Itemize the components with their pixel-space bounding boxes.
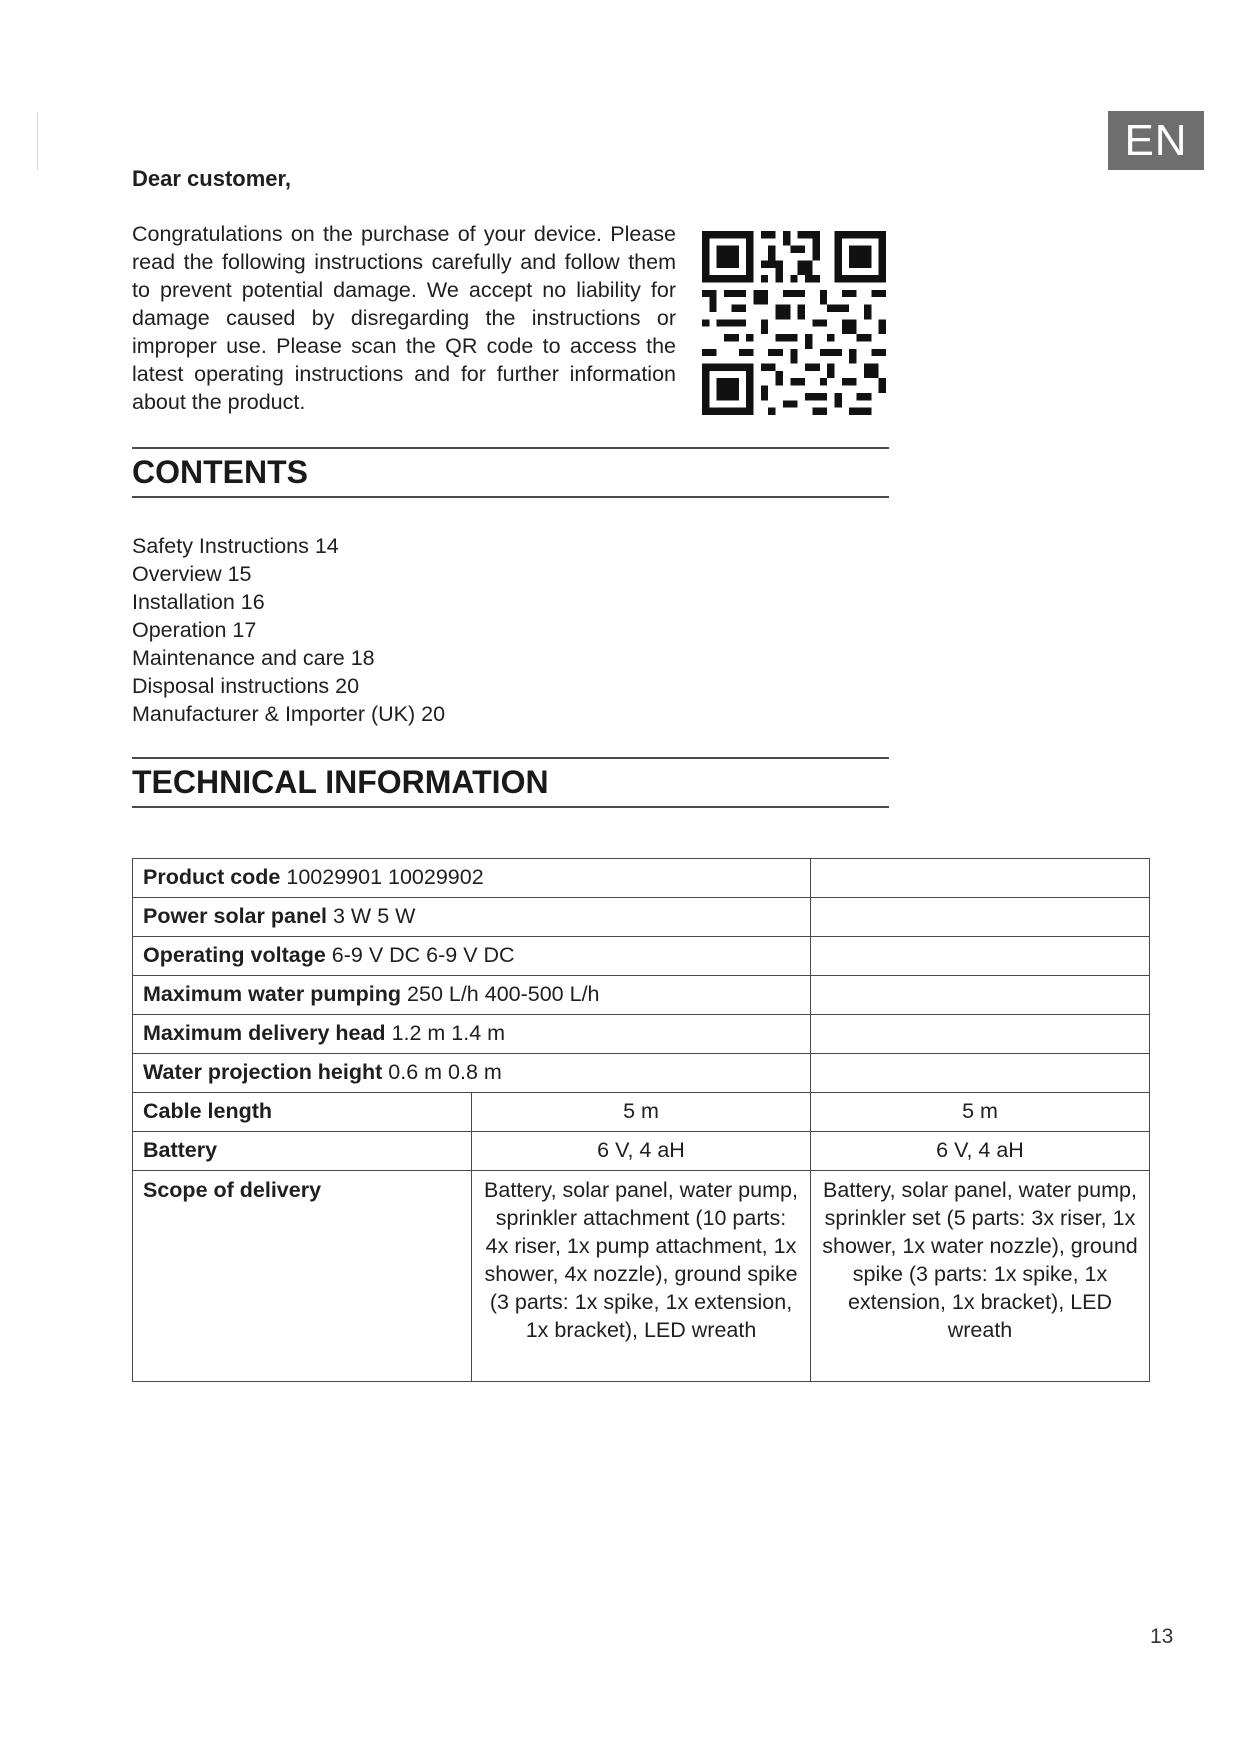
table-row [133,1132,1150,1171]
row-label: Operating voltage [143,943,326,967]
table-cell [811,1054,1150,1093]
row-value-model-2: 6 V, 4 aH [811,1132,1150,1171]
row-value: 3 W 5 W [333,904,416,928]
row-value: 250 L/h 400-500 L/h [407,982,600,1006]
table-cell [811,898,1150,937]
table-cell [133,859,811,898]
row-label: Water projection height [143,1060,383,1084]
intro-paragraph: Congratulations on the purchase of your device. Please read the following instructions carefully and follow them to prevent potential damage. We accept no liability for damage caused by disregarding the instructions or improper use. Please scan the QR code to access the latest operating instructions and for further information about the product. [132,222,676,414]
table-row [133,859,1150,898]
table-cell [133,1054,811,1093]
table-row [133,1015,1150,1054]
technical-info-table [132,858,1150,1382]
contents-list [132,532,445,728]
row-label: Maximum delivery head [143,1021,386,1045]
row-value: 10029901 10029902 [286,865,484,889]
table-cell [133,937,811,976]
contents-item[interactable]: Installation 16 [132,590,265,614]
row-value: 0.6 m 0.8 m [388,1060,502,1084]
row-label: Product code [143,865,281,889]
row-label: Maximum water pumping [143,982,402,1006]
table-cell [811,859,1150,898]
row-value-model-2: Battery, solar panel, water pump, sprinkler set (5 parts: 3x riser, 1x shower, 1x water nozzle), ground spike (3 parts: 1x spike, 1x extension, 1x bracket), LED wreath [811,1171,1150,1382]
greeting: Dear customer, [132,166,291,191]
margin-rule [37,112,38,170]
table-row [133,898,1150,937]
row-value: 6-9 V DC 6-9 V DC [331,943,515,967]
qr-code[interactable] [702,231,886,415]
contents-item[interactable]: Operation 17 [132,618,257,642]
row-value-model-1: 6 V, 4 aH [472,1132,811,1171]
technical-info-title: TECHNICAL INFORMATION [132,764,549,800]
contents-item[interactable]: Maintenance and care 18 [132,646,375,670]
row-label: Cable length [133,1093,472,1132]
table-cell [811,976,1150,1015]
contents-item[interactable]: Overview 15 [132,562,252,586]
table-cell [133,898,811,937]
table-row [133,937,1150,976]
contents-item[interactable]: Safety Instructions 14 [132,534,339,558]
table-cell [811,937,1150,976]
row-label: Power solar panel [143,904,328,928]
page-number: 13 [1150,1625,1174,1648]
table-cell [133,976,811,1015]
row-label: Battery [133,1132,472,1171]
table-row [133,1054,1150,1093]
table-row [133,1171,1150,1382]
table-cell [811,1015,1150,1054]
contents-item[interactable]: Manufacturer & Importer (UK) 20 [132,702,446,726]
table-row [133,1093,1150,1132]
row-value: 1.2 m 1.4 m [391,1021,506,1045]
row-value-model-2: 5 m [811,1093,1150,1132]
row-label: Scope of delivery [133,1171,472,1382]
row-value-model-1: 5 m [472,1093,811,1132]
technical-info-header [132,757,889,808]
row-value-model-1: Battery, solar panel, water pump, sprinkler attachment (10 parts: 4x riser, 1x pump attachment, 1x shower, 4x nozzle), ground spike (3 parts: 1x spike, 1x extension, 1x bracket), LED wreath [472,1171,811,1382]
language-tab[interactable]: EN [1108,111,1204,170]
table-row [133,976,1150,1015]
table-cell [133,1015,811,1054]
contents-item[interactable]: Disposal instructions 20 [132,674,360,698]
contents-header [132,447,889,498]
contents-title: CONTENTS [132,454,308,490]
